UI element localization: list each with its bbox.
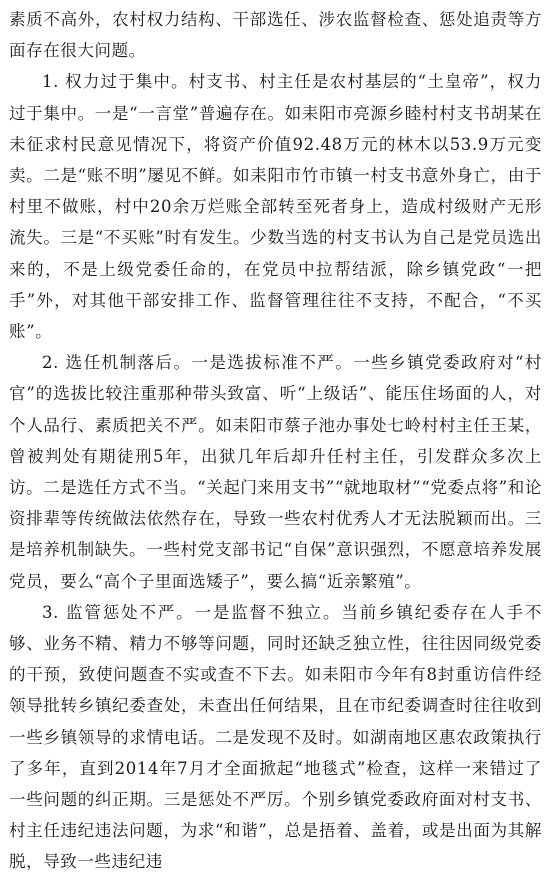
paragraph-supervision-punishment: 3. 监管惩处不严。一是监督不独立。当前乡镇纪委存在人手不够、业务不精、精力不够等问题，同时还缺乏独立性，往往因同级党委的干预，致使问题查不实或查不下去。如耒阳市今年有8封重访信件经领导批转乡镇纪委查处，未查出任何结果，且在市纪委调查时往往收到一些乡镇领导的求情电话。二是发现不及时。如湖南地区惠农政策执行了多年，直到2014年7月才全面掀起“地毯式”检查，这样一来错过了一些问题的纠正期。三是惩处不严厉。个别乡镇党委政府面对村支书、村主任违纪违法问题，为求“和谐”，总是捂着、盖着，或是出面为其解脱，导致一些违纪违 xyxy=(9,602,542,872)
paragraph-intro-continuation: 素质不高外，农村权力结构、干部选任、涉农监督检查、惩处追责等方面存在很大问题。 xyxy=(9,10,542,61)
paragraph-selection-mechanism: 2. 选任机制落后。一是选拔标准不严。一些乡镇党委政府对“村官”的选拔比较注重那种带头致富、听“上级话”、能压住场面的人，对个人品行、素质把关不严。如耒阳市蔡子池办事处七岭村村主任王某，曾被判处有期徒刑5年，出狱几年后却升任村主任，引发群众多次上访。二是选任方式不当。“关起门来用支书”“就地取材”“党委点将”和论资排辈等传统做法依然存在，导致一些农村优秀人才无法脱颖而出。三是培养机制缺失。一些村党支部书记“自保”意识强烈，不愿意培养发展党员，要么“高个子里面选矮子”，要么搞“近亲繁殖”。 xyxy=(9,353,543,591)
paragraph-power-concentration: 1. 权力过于集中。村支书、村主任是农村基层的“土皇帝”，权力过于集中。一是“一言堂”普遍存在。如耒阳市亮源乡睦村村支书胡某在未征求村民意见情况下，将资产价值92.48万元的林木以53.9万元变卖。二是“账不明”屡见不鲜。如耒阳市竹市镇一村支书意外身亡，由于村里不做账，村中20余万烂账全部转至死者身上，造成村级财产无形流失。三是“不买账”时有发生。少数当选的村支书认为自己是党员选出来的，不是上级党委任命的，在党员中拉帮结派，除乡镇党政“一把手”外，对其他干部安排工作、监督管理往往不支持，不配合，“不买账”。 xyxy=(9,72,542,342)
document-page xyxy=(9,4,542,878)
